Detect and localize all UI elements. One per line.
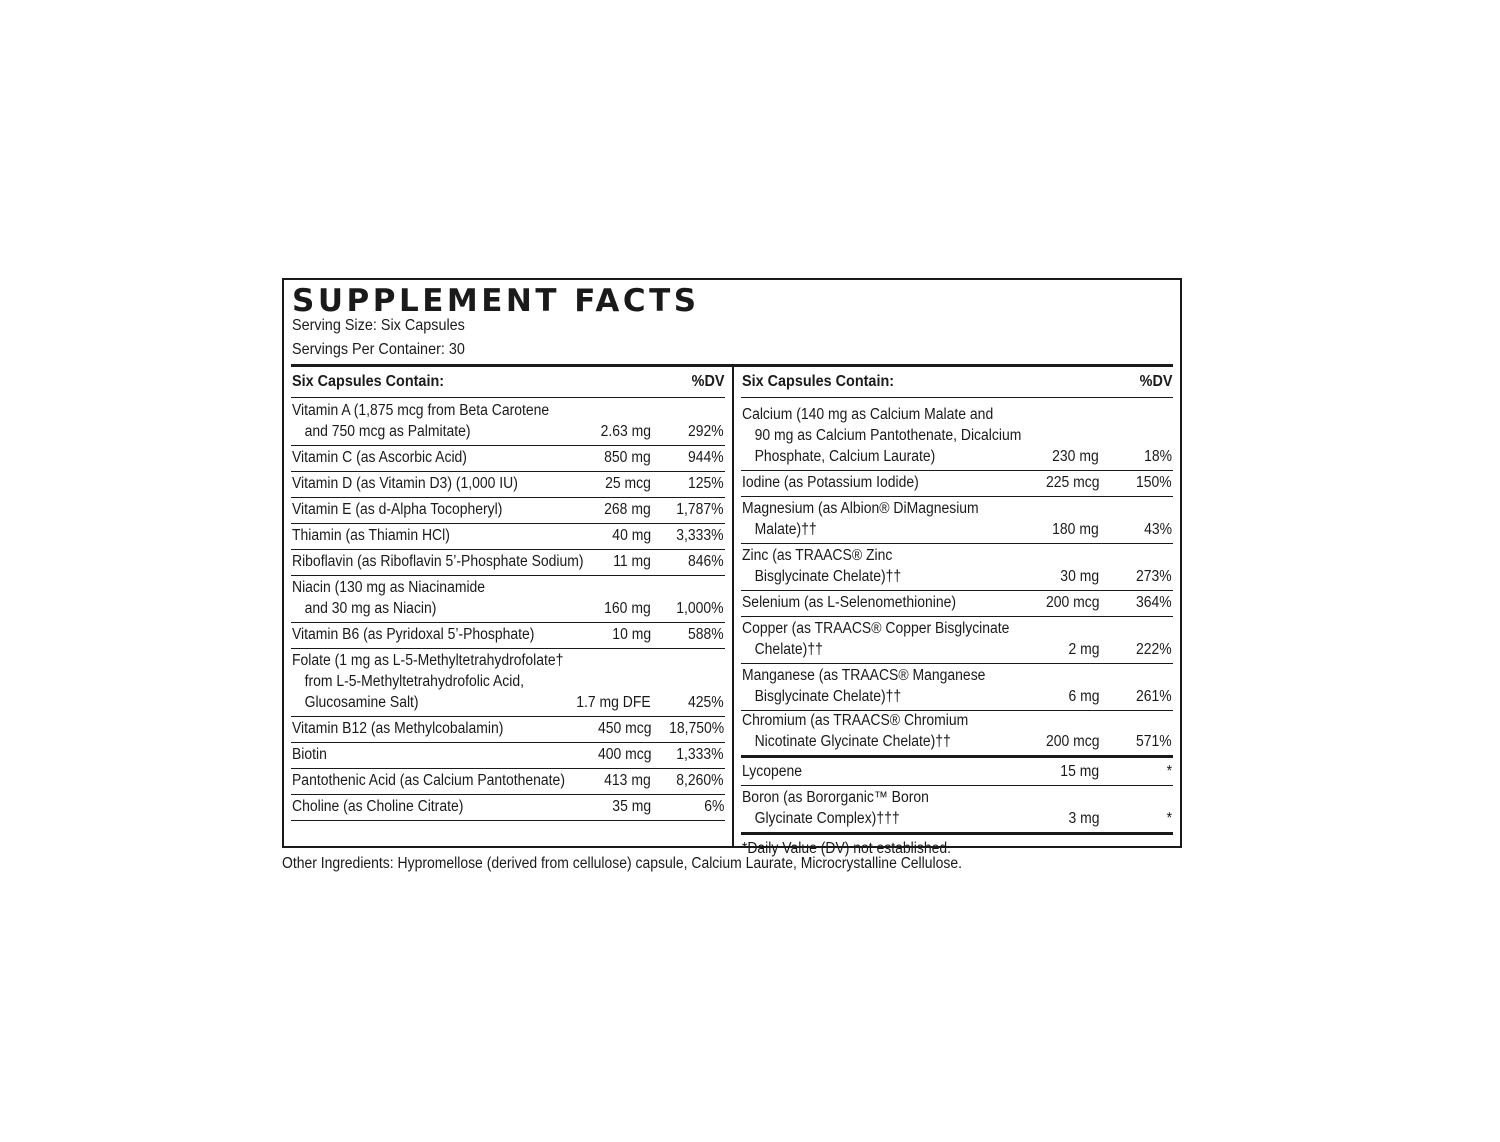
nutrient-row <box>291 769 725 795</box>
nutrient-amount: 1.7 mg DFE <box>576 694 651 711</box>
nutrient-name-line: Copper (as TRAACS® Copper Bisglycinate <box>742 620 1010 637</box>
nutrient-dv: 292% <box>688 423 724 440</box>
nutrient-name-line: Riboflavin (as Riboflavin 5’-Phosphate Sodium) <box>292 553 584 570</box>
nutrient-name-line: Vitamin A (1,875 mcg from Beta Carotene <box>292 402 550 419</box>
nutrient-row <box>741 758 1173 786</box>
nutrient-amount: 225 mcg <box>1045 474 1099 491</box>
nutrient-amount: 400 mcg <box>597 746 651 763</box>
nutrient-row <box>741 664 1173 711</box>
nutrient-name-line: Magnesium (as Albion® DiMagnesium <box>742 500 979 517</box>
nutrient-name <box>292 796 463 817</box>
nutrient-dv: 150% <box>1136 474 1172 491</box>
nutrient-name <box>292 447 467 468</box>
right-column-header <box>741 367 1173 398</box>
nutrient-amount: 30 mg <box>1060 568 1099 585</box>
nutrient-dv: * <box>1166 810 1172 827</box>
nutrient-amount: 230 mg <box>1052 448 1099 465</box>
nutrient-name <box>292 525 450 546</box>
nutrient-amount: 450 mcg <box>597 720 651 737</box>
nutrient-row <box>291 623 725 649</box>
panel-title: SUPPLEMENT FACTS <box>292 283 700 319</box>
nutrient-name-line: Selenium (as L-Selenomethionine) <box>742 594 957 611</box>
nutrient-name-line: Glycinate Complex)††† <box>754 810 900 827</box>
nutrient-dv: 3,333% <box>676 527 724 544</box>
nutrient-dv: 222% <box>1136 641 1172 658</box>
nutrient-dv: 1,000% <box>676 600 724 617</box>
nutrient-row <box>741 471 1173 497</box>
nutrient-name-line: Vitamin B6 (as Pyridoxal 5’-Phosphate) <box>292 626 535 643</box>
nutrient-amount: 180 mg <box>1052 521 1099 538</box>
nutrient-amount: 200 mcg <box>1045 733 1099 750</box>
nutrient-dv: 18,750% <box>668 720 724 737</box>
nutrient-row <box>741 544 1173 591</box>
nutrient-row <box>291 401 725 446</box>
nutrient-amount: 200 mcg <box>1045 594 1099 611</box>
nutrient-name <box>292 744 327 765</box>
nutrient-name-line: Pantothenic Acid (as Calcium Pantothenate) <box>292 772 565 789</box>
nutrient-row <box>741 617 1173 664</box>
nutrient-name <box>292 400 549 442</box>
right-header-name: Six Capsules Contain: <box>742 373 895 390</box>
nutrient-name-line: Calcium (140 mg as Calcium Malate and <box>742 406 994 423</box>
nutrient-amount: 268 mg <box>604 501 651 518</box>
nutrient-row <box>291 446 725 472</box>
nutrient-row <box>291 498 725 524</box>
nutrient-amount: 413 mg <box>604 772 651 789</box>
nutrient-dv: 571% <box>1136 733 1172 750</box>
nutrient-name <box>742 618 1009 660</box>
nutrient-name-line: Thiamin (as Thiamin HCl) <box>292 527 450 544</box>
nutrient-row <box>741 591 1173 617</box>
nutrient-name <box>742 498 979 540</box>
nutrient-name-line: Glucosamine Salt) <box>304 694 419 711</box>
nutrient-name-line: Vitamin E (as d-Alpha Tocopheryl) <box>292 501 503 518</box>
dv-footnote: *Daily Value (DV) not established. <box>741 840 951 857</box>
nutrient-name <box>742 545 901 587</box>
nutrient-name-line: Manganese (as TRAACS® Manganese <box>742 667 986 684</box>
other-ingredients: Other Ingredients: Hypromellose (derived from cellulose) capsule, Calcium Laurate, Microcrystalline Cellulose. <box>282 855 962 872</box>
nutrient-dv: 125% <box>688 475 724 492</box>
nutrient-row <box>741 497 1173 544</box>
nutrient-name-line: Bisglycinate Chelate)†† <box>754 688 902 705</box>
nutrient-dv: 18% <box>1144 448 1172 465</box>
nutrient-name-line: Folate (1 mg as L-5-Methyltetrahydrofolate† <box>292 652 564 669</box>
nutrient-dv: 8,260% <box>676 772 724 789</box>
nutrient-name <box>292 770 565 791</box>
left-header-dv: %DV <box>691 373 724 390</box>
nutrient-name <box>292 473 518 494</box>
nutrient-name <box>742 761 802 782</box>
nutrient-dv: * <box>1166 763 1172 780</box>
serving-size: Serving Size: Six Capsules <box>292 317 465 334</box>
nutrient-name-line: Choline (as Choline Citrate) <box>292 798 464 815</box>
nutrient-dv: 273% <box>1136 568 1172 585</box>
nutrient-name-line: Vitamin C (as Ascorbic Acid) <box>292 449 467 466</box>
nutrient-dv: 846% <box>688 553 724 570</box>
nutrient-amount: 6 mg <box>1067 688 1099 705</box>
nutrient-name-line: Chelate)†† <box>754 641 823 658</box>
nutrient-name-line: Phosphate, Calcium Laurate) <box>754 448 936 465</box>
nutrient-name-line: Iodine (as Potassium Iodide) <box>742 474 919 491</box>
nutrient-name <box>742 787 929 829</box>
nutrient-name-line: Boron (as Bororganic™ Boron <box>742 789 929 806</box>
nutrient-name-line: Lycopene <box>742 763 802 780</box>
nutrient-name <box>292 551 584 572</box>
nutrient-amount: 850 mg <box>604 449 651 466</box>
nutrient-amount: 11 mg <box>613 553 651 570</box>
nutrient-row <box>291 649 725 717</box>
nutrient-name-line: Niacin (130 mg as Niacinamide <box>292 579 486 596</box>
nutrient-dv: 1,333% <box>676 746 724 763</box>
nutrient-name-line: Vitamin B12 (as Methylcobalamin) <box>292 720 504 737</box>
nutrient-name <box>292 577 485 619</box>
nutrient-amount: 2 mg <box>1067 641 1099 658</box>
nutrient-dv: 425% <box>688 694 724 711</box>
nutrient-row <box>741 403 1173 471</box>
supplement-facts-panel <box>282 278 1182 857</box>
nutrient-name-line: and 750 mcg as Palmitate) <box>304 423 471 440</box>
right-nutrient-column <box>741 367 1173 859</box>
nutrient-dv: 944% <box>688 449 724 466</box>
nutrient-name <box>742 472 919 493</box>
nutrient-name <box>742 592 956 613</box>
nutrient-row <box>291 472 725 498</box>
servings-per-container: Servings Per Container: 30 <box>292 341 465 358</box>
left-header-name: Six Capsules Contain: <box>292 373 445 390</box>
nutrient-name-line: Vitamin D (as Vitamin D3) (1,000 IU) <box>292 475 518 492</box>
nutrient-amount: 160 mg <box>604 600 651 617</box>
nutrient-name-line: Biotin <box>292 746 327 763</box>
nutrient-amount: 35 mg <box>612 798 651 815</box>
nutrient-name <box>742 404 1021 467</box>
nutrient-name <box>292 624 534 645</box>
left-column-header <box>291 367 725 398</box>
nutrient-name-line: Malate)†† <box>754 521 817 538</box>
nutrient-amount: 15 mg <box>1060 763 1099 780</box>
nutrient-amount: 2.63 mg <box>600 423 651 440</box>
nutrient-name-line: and 30 mg as Niacin) <box>304 600 437 617</box>
nutrient-amount: 40 mg <box>612 527 651 544</box>
nutrient-name-line: 90 mg as Calcium Pantothenate, Dicalcium <box>754 427 1022 444</box>
column-divider <box>732 367 734 846</box>
nutrient-name <box>292 650 563 713</box>
nutrient-row <box>741 711 1173 758</box>
nutrient-dv: 364% <box>1136 594 1172 611</box>
nutrient-amount: 3 mg <box>1067 810 1099 827</box>
nutrient-dv: 588% <box>688 626 724 643</box>
left-nutrient-column <box>291 367 725 821</box>
nutrient-amount: 10 mg <box>612 626 651 643</box>
nutrient-name-line: Zinc (as TRAACS® Zinc <box>742 547 893 564</box>
nutrient-row <box>291 717 725 743</box>
nutrient-name-line: Nicotinate Glycinate Chelate)†† <box>754 733 951 750</box>
nutrient-dv: 43% <box>1144 521 1172 538</box>
nutrient-name <box>742 665 985 707</box>
nutrient-row <box>291 743 725 769</box>
nutrient-name-line: Chromium (as TRAACS® Chromium <box>742 712 969 729</box>
nutrient-amount: 25 mcg <box>605 475 651 492</box>
nutrient-name-line: from L-5-Methyltetrahydrofolic Acid, <box>304 673 525 690</box>
right-header-dv: %DV <box>1139 373 1172 390</box>
nutrient-row <box>291 550 725 576</box>
nutrient-row <box>291 576 725 623</box>
nutrient-dv: 261% <box>1136 688 1172 705</box>
nutrient-row <box>291 795 725 821</box>
nutrient-dv: 1,787% <box>676 501 724 518</box>
nutrient-row <box>291 524 725 550</box>
nutrient-name <box>292 718 503 739</box>
nutrient-name-line: Bisglycinate Chelate)†† <box>754 568 902 585</box>
nutrient-row <box>741 786 1173 835</box>
nutrient-dv: 6% <box>703 798 724 815</box>
nutrient-name <box>742 710 968 752</box>
nutrient-name <box>292 499 502 520</box>
